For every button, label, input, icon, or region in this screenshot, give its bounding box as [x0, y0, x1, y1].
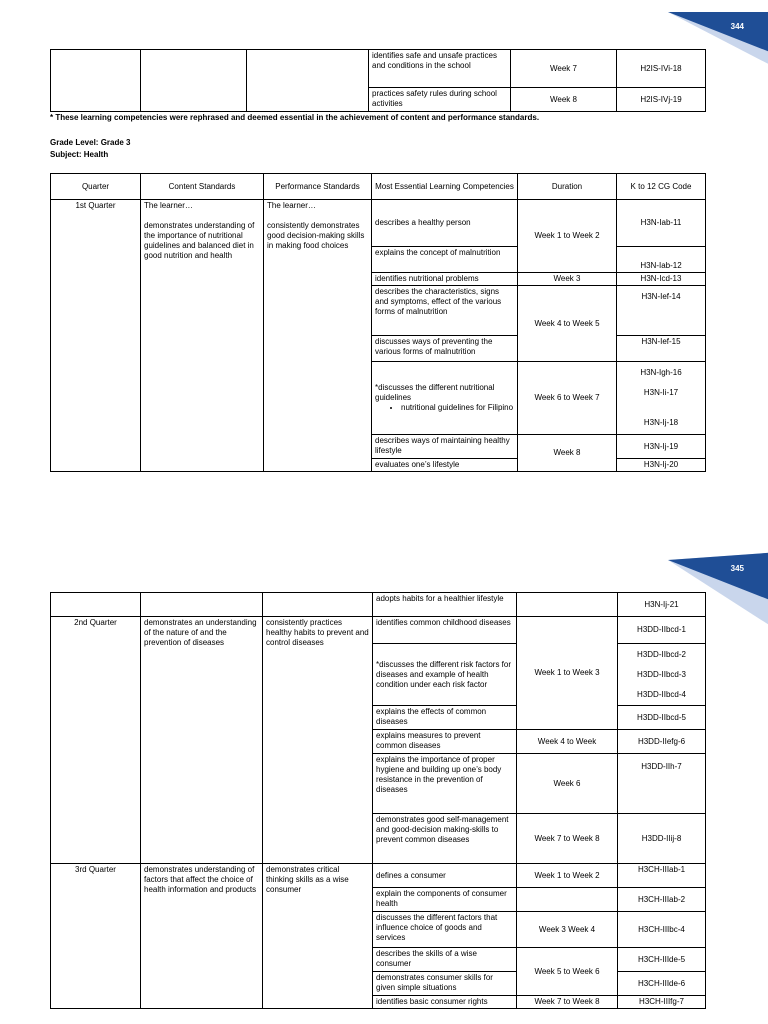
performance-text: consistently demonstrates good decision-making skills in making food choices: [267, 221, 365, 250]
quarters-2-3-table: [50, 592, 706, 1009]
code-cell: H2IS-IVi-18: [617, 50, 706, 88]
content-standards-cell: [141, 200, 264, 472]
competency-cell: evaluates one’s lifestyle: [372, 459, 518, 472]
duration-cell: Week 6: [517, 754, 618, 814]
performance-standards-cell: [264, 200, 372, 472]
empty-cell: [247, 50, 369, 112]
competency-cell: describes ways of maintaining healthy lifestyle: [372, 435, 518, 459]
header-cg-code: K to 12 CG Code: [617, 174, 706, 200]
empty-cell: [51, 50, 141, 112]
header-performance-standards: Performance Standards: [264, 174, 372, 200]
code-text: H3N-Igh-16: [640, 368, 682, 377]
competency-cell: identifies safe and unsafe practices and conditions in the school: [369, 50, 511, 88]
code-text: H3N-Ii-17: [643, 388, 679, 397]
competency-text: *discusses the different nutritional guidelines: [375, 383, 495, 402]
header-content-standards: Content Standards: [141, 174, 264, 200]
code-cell: H3CH-IIIbc-4: [618, 912, 706, 948]
duration-cell: Week 5 to Week 6: [517, 948, 618, 996]
duration-cell: Week 1 to Week 2: [518, 200, 617, 273]
duration-cell: Week 7: [511, 50, 617, 88]
code-text: H3DD-IIbcd-3: [637, 669, 686, 679]
duration-cell: Week 4 to Week 5: [518, 286, 617, 362]
content-intro: The learner…: [144, 201, 193, 210]
code-cell: H3CH-IIIab-1: [618, 864, 706, 888]
competency-cell: defines a consumer: [373, 864, 517, 888]
code-cell: H3N-Ij-20: [617, 459, 706, 472]
content-standards-cell: demonstrates an understanding of the nature of and the prevention of diseases: [141, 617, 263, 864]
duration-cell: Week 4 to Week: [517, 730, 618, 754]
competency-cell: identifies basic consumer rights: [373, 996, 517, 1009]
empty-cell: [141, 50, 247, 112]
competency-cell: adopts habits for a healthier lifestyle: [373, 593, 517, 617]
page-345: [0, 548, 768, 1024]
duration-cell: Week 1 to Week 3: [517, 617, 618, 730]
competency-cell: [372, 362, 518, 435]
header-duration: Duration: [518, 174, 617, 200]
code-text: H3N-Ij-18: [643, 418, 679, 427]
header-quarter: Quarter: [51, 174, 141, 200]
duration-cell: Week 3 Week 4: [517, 912, 618, 948]
competency-cell: describes the skills of a wise consumer: [373, 948, 517, 972]
code-text: H3DD-IIbcd-4: [637, 689, 686, 699]
content-text: demonstrates understanding of the importance of nutritional guidelines and balanced diet in good nutrition and health: [144, 221, 255, 260]
code-cell: H3DD-IIefg-6: [618, 730, 706, 754]
code-cell: [618, 644, 706, 706]
continued-table: [50, 49, 706, 112]
duration-cell: Week 1 to Week 2: [517, 864, 618, 888]
competency-cell: identifies nutritional problems: [372, 273, 518, 286]
code-cell: H3CH-IIIde-6: [618, 972, 706, 996]
code-cell: H2IS-IVj-19: [617, 88, 706, 112]
code-cell: H3N-Ij-19: [617, 435, 706, 459]
competency-cell: explains the importance of proper hygiene and building up one’s body resistance in the prevention of diseases: [373, 754, 517, 814]
performance-standards-cell: demonstrates critical thinking skills as a wise consumer: [263, 864, 373, 1009]
code-cell: H3CH-IIIab-2: [618, 888, 706, 912]
code-text: H3DD-IIbcd-2: [637, 649, 686, 659]
quarter-cell: 3rd Quarter: [51, 864, 141, 1009]
competency-cell: describes a healthy person: [372, 200, 518, 247]
competency-cell: *discusses the different risk factors for diseases and example of health condition under each risk factor: [373, 644, 517, 706]
table-header-row: [51, 174, 706, 200]
empty-cell: [51, 593, 141, 617]
competency-cell: explains the effects of common diseases: [373, 706, 517, 730]
competency-cell: discusses ways of preventing the various forms of malnutrition: [372, 336, 518, 362]
header-competencies: Most Essential Learning Competencies: [372, 174, 518, 200]
empty-cell: [517, 593, 618, 617]
code-cell: H3DD-IIbcd-5: [618, 706, 706, 730]
code-cell: H3DD-IIbcd-1: [618, 617, 706, 644]
footnote: * These learning competencies were rephrased and deemed essential in the achievement of content and performance standards.: [50, 113, 540, 122]
duration-cell: Week 8: [511, 88, 617, 112]
performance-intro: The learner…: [267, 201, 316, 210]
duration-cell: Week 8: [518, 435, 617, 472]
code-cell: H3N-Ief-14: [617, 286, 706, 336]
code-cell: H3DD-IIij-8: [618, 814, 706, 864]
performance-standards-cell: consistently practices healthy habits to prevent and control diseases: [263, 617, 373, 864]
code-cell: H3N-Ij-21: [618, 593, 706, 617]
grade3-health-table: [50, 173, 706, 472]
page-344: [0, 0, 768, 500]
code-cell: H3N-Icd-13: [617, 273, 706, 286]
duration-cell: Week 7 to Week 8: [517, 814, 618, 864]
code-cell: H3CH-IIIfg-7: [618, 996, 706, 1009]
competency-cell: explains the concept of malnutrition: [372, 247, 518, 273]
competency-cell: describes the characteristics, signs and symptoms, effect of the various forms of malnutrition: [372, 286, 518, 336]
bullet-item: • nutritional guidelines for Filipino: [401, 403, 514, 413]
code-cell: [617, 362, 706, 435]
competency-cell: demonstrates consumer skills for given simple situations: [373, 972, 517, 996]
competency-cell: explain the components of consumer health: [373, 888, 517, 912]
empty-cell: [263, 593, 373, 617]
page-number: 345: [730, 564, 744, 573]
page-number: 344: [730, 22, 744, 31]
competency-cell: explains measures to prevent common diseases: [373, 730, 517, 754]
code-cell: H3N-Iab-11: [617, 200, 706, 247]
duration-cell: Week 7 to Week 8: [517, 996, 618, 1009]
competency-cell: identifies common childhood diseases: [373, 617, 517, 644]
code-cell: H3DD-IIh-7: [618, 754, 706, 814]
subject: Subject: Health: [50, 150, 109, 159]
duration-cell: Week 3: [518, 273, 617, 286]
competency-cell: discusses the different factors that influence choice of goods and services: [373, 912, 517, 948]
empty-cell: [517, 888, 618, 912]
content-standards-cell: demonstrates understanding of factors that affect the choice of health information and products: [141, 864, 263, 1009]
competency-cell: practices safety rules during school activities: [369, 88, 511, 112]
code-cell: H3CH-IIIde-5: [618, 948, 706, 972]
duration-cell: Week 6 to Week 7: [518, 362, 617, 435]
empty-cell: [141, 593, 263, 617]
code-cell: H3N-Ief-15: [617, 336, 706, 362]
code-cell: H3N-Iab-12: [617, 247, 706, 273]
quarter-cell: 1st Quarter: [51, 200, 141, 472]
grade-level: Grade Level: Grade 3: [50, 138, 131, 147]
competency-cell: demonstrates good self-management and good-decision making-skills to prevent common diseases: [373, 814, 517, 864]
quarter-cell: 2nd Quarter: [51, 617, 141, 864]
